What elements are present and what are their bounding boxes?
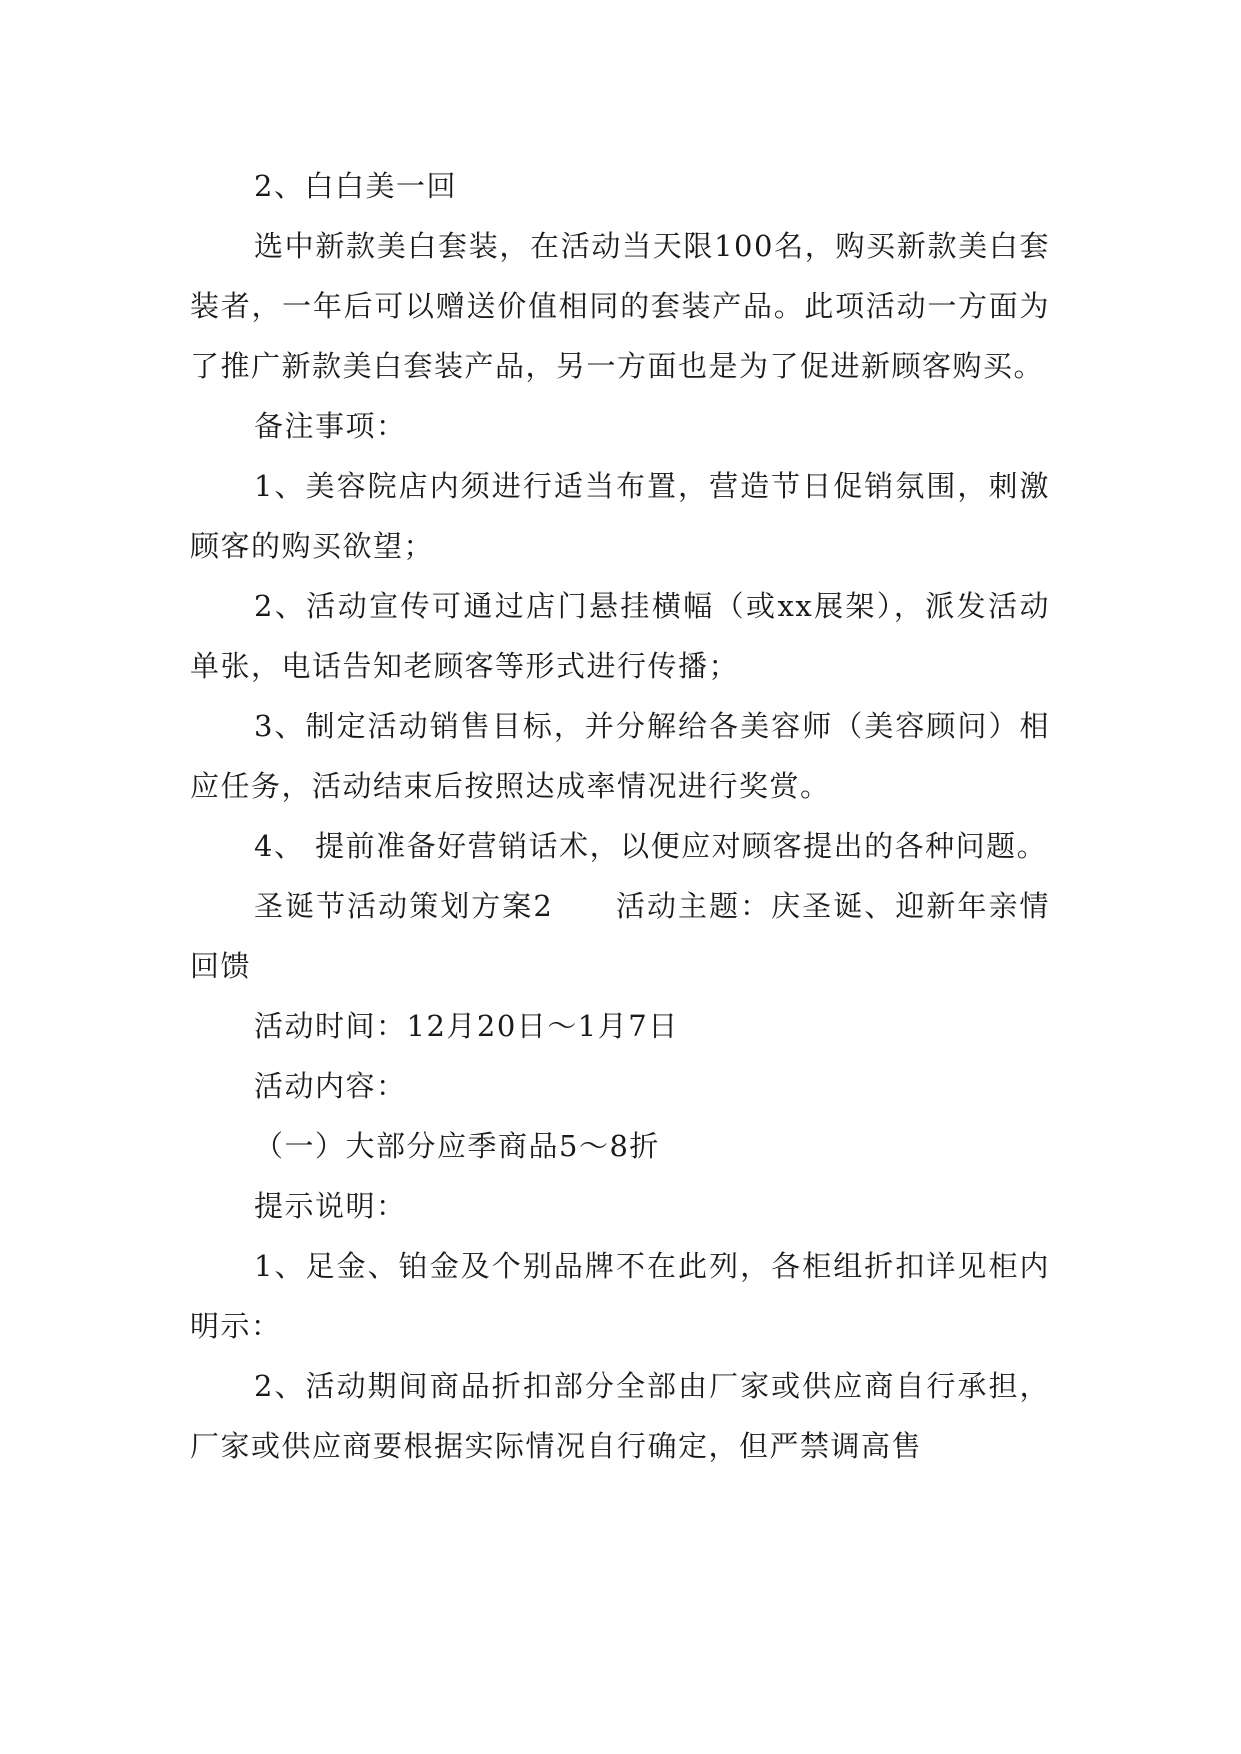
paragraph-note-1: 1、美容院店内须进行适当布置，营造节日促销氛围，刺激顾客的购买欲望；	[190, 469, 1050, 563]
paragraph-note-3: 3、制定活动销售目标，并分解给各美容师（美容顾问）相应任务，活动结束后按照达成率情况进行奖赏。	[190, 709, 1050, 803]
paragraph-activity-time: 活动时间：12月20日～1月7日	[254, 1009, 679, 1043]
paragraph-note-4: 4、 提前准备好营销话术，以便应对顾客提出的各种问题。	[254, 829, 1048, 863]
paragraph-plan-2-theme: 圣诞节活动策划方案2 活动主题：庆圣诞、迎新年亲情回馈	[190, 889, 1050, 983]
paragraph-heading-baibai: 2、白白美一回	[254, 169, 457, 203]
paragraph-tips-heading: 提示说明：	[254, 1189, 407, 1223]
paragraph-whitening-set: 选中新款美白套装，在活动当天限100名，购买新款美白套装者，一年后可以赠送价值相同的套装产品。此项活动一方面为了推广新款美白套装产品，另一方面也是为了促进新顾客购买。	[190, 229, 1050, 383]
document-body	[190, 156, 1050, 1476]
paragraph-note-2: 2、活动宣传可通过店门悬挂横幅（或xx展架），派发活动单张，电话告知老顾客等形式进行传播；	[190, 589, 1050, 683]
paragraph-notes-heading: 备注事项：	[254, 409, 407, 443]
paragraph-discount: （一）大部分应季商品5～8折	[254, 1129, 660, 1163]
paragraph-activity-content: 活动内容：	[254, 1069, 407, 1103]
paragraph-tip-1: 1、足金、铂金及个别品牌不在此列，各柜组折扣详见柜内明示：	[190, 1249, 1050, 1343]
paragraph-tip-2: 2、活动期间商品折扣部分全部由厂家或供应商自行承担，厂家或供应商要根据实际情况自行确定，但严禁调高售	[190, 1369, 1050, 1463]
